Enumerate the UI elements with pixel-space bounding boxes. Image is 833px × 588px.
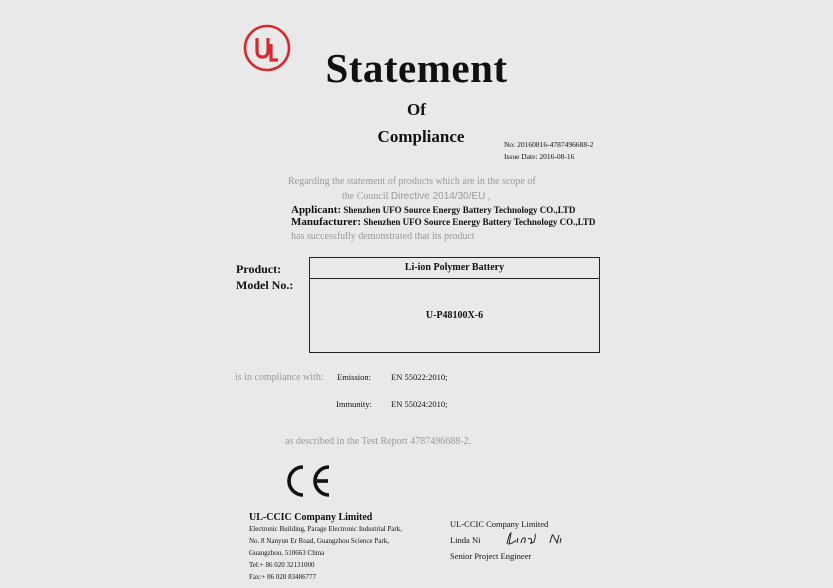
address-line: Tel:+ 86 020 32131000 — [249, 561, 315, 569]
company-name: UL-CCIC Company Limited — [249, 512, 373, 523]
applicant-value: Shenzhen UFO Source Energy Battery Technology CO.,LTD — [343, 205, 576, 215]
product-label: Product: — [236, 262, 282, 276]
intro-line-2-suffix: , — [485, 191, 491, 202]
signer-title: Senior Project Engineer — [450, 551, 532, 561]
directive: Directive 2014/30/EU — [390, 191, 486, 202]
model-label: Model No.: — [236, 278, 294, 292]
document-number: No: 20160816-4787496688-2 — [504, 140, 594, 149]
address-line: Fax:+ 86 020 83486777 — [249, 573, 317, 581]
company-name-right: UL-CCIC Company Limited — [450, 519, 549, 529]
immunity-value: EN 55024:2010; — [391, 399, 448, 409]
address-line: Guangzhou, 510663 China — [249, 549, 325, 557]
document-title: Statement — [325, 45, 508, 91]
applicant-line — [291, 204, 575, 216]
compliance-intro: is in compliance with: — [235, 372, 324, 383]
product-table — [309, 257, 600, 353]
intro-line-1: Regarding the statement of products which are in the scope of — [288, 176, 536, 187]
manufacturer-label: Manufacturer: — [291, 216, 362, 228]
immunity-label: Immunity: — [336, 399, 372, 409]
signer-name: Linda Ni — [450, 535, 481, 545]
demonstrated-line: has successfully demonstrated that its product — [291, 231, 475, 242]
issue-date: Issue Date: 2016-08-16 — [504, 152, 575, 161]
emission-label: Emission: — [337, 372, 372, 382]
intro-line-2-prefix: the Council — [342, 191, 391, 202]
emission-value: EN 55022:2010; — [391, 372, 448, 382]
test-report-line: as described in the Test Report 4787496688-2. — [285, 436, 472, 447]
manufacturer-value: Shenzhen UFO Source Energy Battery Technology CO.,LTD — [363, 217, 596, 227]
address-line: No. 8 Nanyun Er Road, Guangzhou Science Park, — [249, 537, 389, 545]
model-value: U-P48100X-6 — [425, 310, 484, 321]
intro-line-2 — [342, 191, 490, 202]
product-value: Li-ion Polymer Battery — [310, 258, 599, 279]
ce-mark-icon — [285, 463, 333, 499]
title-compliance: Compliance — [377, 127, 465, 146]
handwritten-signature — [505, 531, 567, 547]
manufacturer-line — [291, 216, 595, 228]
address-line: Electronic Building, Parage Electronic Industrial Park, — [249, 525, 402, 533]
title-of: Of — [407, 100, 426, 119]
applicant-label: Applicant: — [291, 204, 342, 216]
